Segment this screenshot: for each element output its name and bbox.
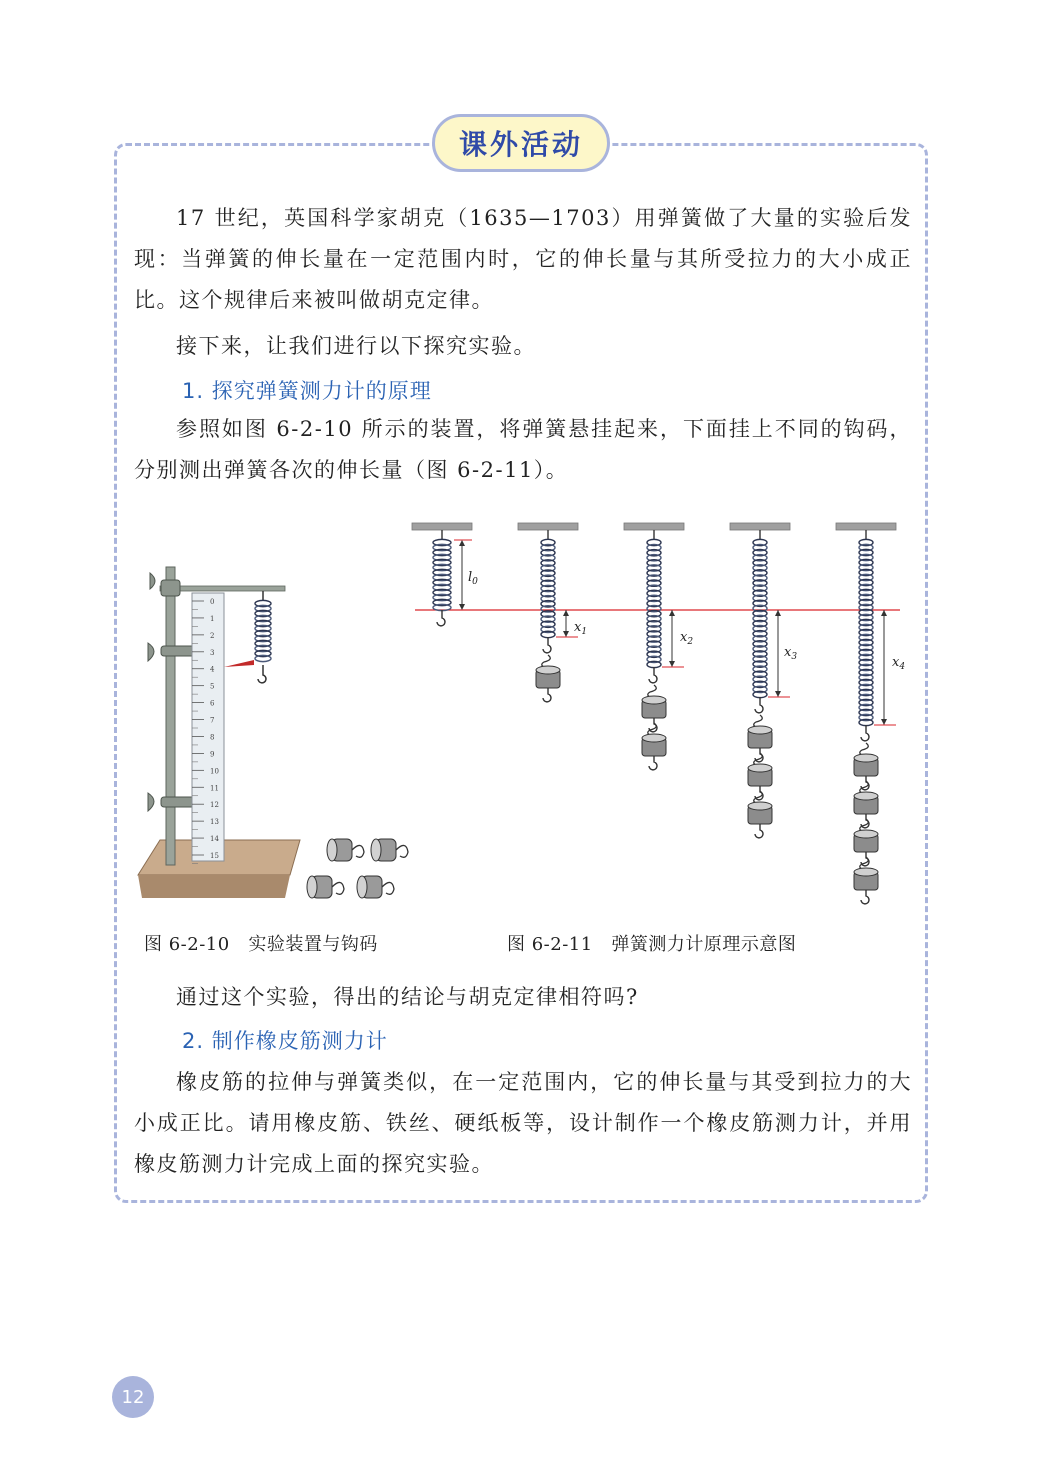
- spring-coil: [541, 539, 555, 637]
- spring-coil: [753, 539, 767, 697]
- hook-weight: [536, 666, 560, 702]
- hook-weight: [854, 830, 878, 866]
- ruler-tick-label: 13: [210, 818, 219, 827]
- loose-weight: [371, 839, 408, 861]
- loose-weight: [327, 839, 364, 861]
- stand-rod: [166, 567, 175, 865]
- label-x4: $x_4$: [892, 655, 906, 672]
- hook-weight: [748, 726, 772, 762]
- ruler-tick-label: 6: [210, 699, 215, 708]
- spring-3: [730, 523, 790, 838]
- label-x1: $x_1$: [574, 620, 588, 637]
- ruler-tick-label: 9: [210, 750, 215, 759]
- page-number: 12: [112, 1376, 154, 1418]
- paragraph-question: 通过这个实验，得出的结论与胡克定律相符吗?: [176, 985, 639, 1009]
- apparatus-spring: [255, 600, 271, 661]
- ruler-tick-label: 11: [210, 784, 219, 793]
- caption-figure-6-2-11: 图 6-2-11 弹簧测力计原理示意图: [507, 934, 797, 955]
- hook-weight: [854, 792, 878, 828]
- spring-2: [624, 523, 684, 770]
- section-title: 课外活动: [432, 114, 610, 172]
- spring-coil: [647, 539, 661, 667]
- loose-weight: [307, 876, 344, 898]
- ruler-tick-label: 8: [210, 733, 215, 742]
- ruler-tick-label: 2: [210, 631, 215, 640]
- hook-weight: [748, 802, 772, 838]
- loose-weight: [357, 876, 394, 898]
- paragraph-setup: 参照如图 6-2-10 所示的装置，将弹簧悬挂起来，下面挂上不同的钩码，分别测出弹簧各次的伸长量（图 6-2-11）。: [134, 417, 912, 482]
- heading-spring-principle: 1. 探究弹簧测力计的原理: [182, 379, 432, 403]
- spring-coil: [433, 539, 451, 610]
- label-x3: $x_3$: [784, 645, 798, 662]
- heading-rubber-band: 2. 制作橡皮筋测力计: [182, 1029, 388, 1053]
- ruler-tick-label: 7: [210, 716, 215, 725]
- ruler-tick-label: 5: [210, 682, 215, 691]
- ruler-tick-label: 15: [210, 852, 219, 860]
- spring-coil: [859, 539, 873, 725]
- hook-weight: [854, 868, 878, 904]
- hook-weight: [642, 696, 666, 732]
- paragraph-hooke-history: 17 世纪，英国科学家胡克（1635—1703）用弹簧做了大量的实验后发现：当弹簧的伸长量在一定范围内时，它的伸长量与其所受拉力的大小成正比。这个规律后来被叫做胡克定律。: [134, 206, 912, 312]
- ruler-tick-label: 12: [210, 801, 219, 810]
- paragraph-intro: 接下来，让我们进行以下探究实验。: [176, 334, 536, 358]
- hook-weight: [854, 754, 878, 790]
- paragraph-rubber-band: 橡皮筋的拉伸与弹簧类似，在一定范围内，它的伸长量与其受到拉力的大小成正比。请用橡皮筋、铁丝、硬纸板等，设计制作一个橡皮筋测力计，并用橡皮筋测力计完成上面的探究实验。: [134, 1070, 912, 1176]
- ruler-tick-label: 0: [210, 598, 215, 606]
- figure-apparatus: [130, 555, 420, 905]
- ruler-tick-label: 14: [210, 835, 219, 844]
- apparatus-hook: [258, 665, 266, 683]
- loose-weights: [307, 839, 408, 898]
- caption-figure-6-2-10: 图 6-2-10 实验装置与钩码: [144, 934, 378, 955]
- ruler-tick-label: 3: [210, 648, 215, 657]
- apparatus-coil: [255, 600, 271, 661]
- ruler-tick-label: 1: [210, 614, 215, 623]
- pointer: [224, 660, 254, 667]
- label-x2: $x_2$: [680, 630, 694, 647]
- figure-spring-principle: [410, 515, 910, 925]
- ruler-tick-label: 4: [210, 665, 215, 674]
- hook-weight: [748, 764, 772, 800]
- ruler-tick-label: 10: [210, 767, 219, 776]
- hook-weight: [642, 734, 666, 770]
- spring-1: [518, 523, 578, 702]
- spring-4: [836, 523, 896, 904]
- label-l0: $l_0$: [468, 570, 478, 587]
